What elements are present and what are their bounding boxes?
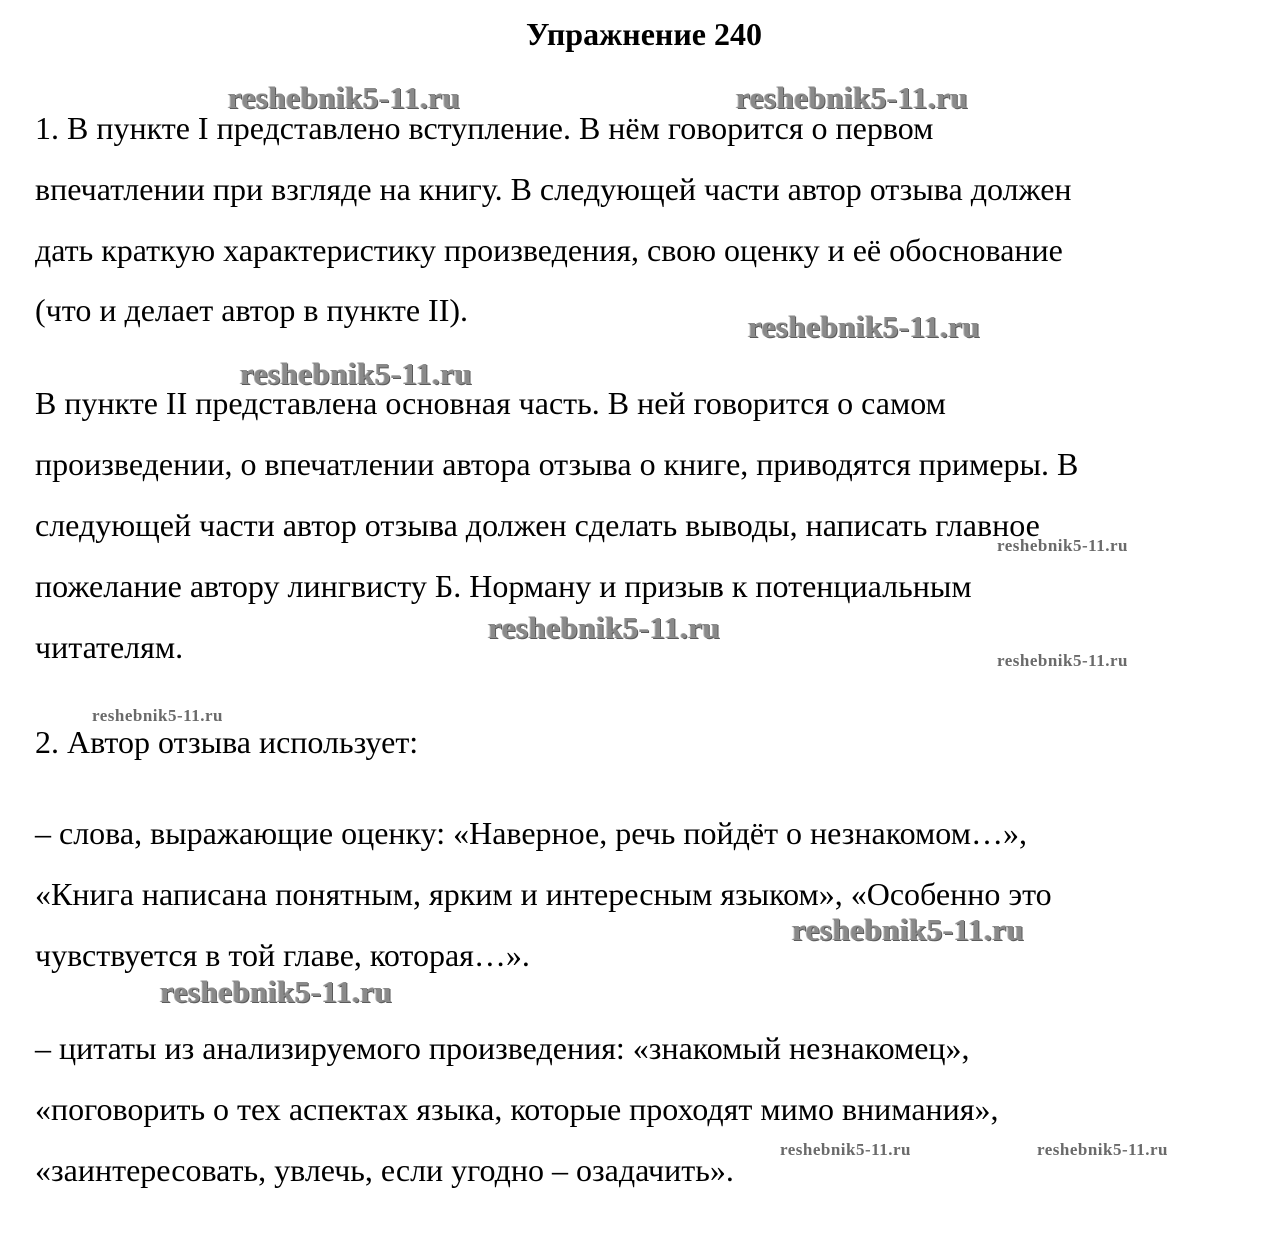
watermark: reshebnik5-11.ru (160, 974, 393, 1009)
paragraph-5-line-3: «заинтересовать, увлечь, если угодно – озадачить». (35, 1152, 734, 1188)
exercise-title: Упражнение 240 (525, 16, 762, 52)
watermark: reshebnik5-11.ru (792, 912, 1025, 947)
paragraph-1-line-2: впечатлении при взгляде на книгу. В следующей части автор отзыва должен (35, 171, 1072, 207)
watermark: reshebnik5-11.ru (997, 651, 1128, 670)
paragraph-1-line-3: дать краткую характеристику произведения, свою оценку и её обоснование (35, 232, 1063, 268)
watermark: reshebnik5-11.ru (1037, 1140, 1168, 1159)
paragraph-2-line-2: произведении, о впечатлении автора отзыва о книге, приводятся примеры. В (35, 446, 1079, 482)
paragraph-2-line-5: читателям. (35, 629, 184, 665)
paragraph-1-line-1: 1. В пункте I представлено вступление. В нём говорится о первом (35, 110, 934, 146)
watermark: reshebnik5-11.ru (780, 1140, 911, 1159)
watermark: reshebnik5-11.ru (997, 536, 1128, 555)
paragraph-4-line-3: чувствуется в той главе, которая…». (35, 937, 530, 973)
watermark: reshebnik5-11.ru (736, 80, 969, 115)
paragraph-4-line-1: – слова, выражающие оценку: «Наверное, речь пойдёт о незнакомом…», (35, 815, 1027, 851)
watermark: reshebnik5-11.ru (92, 706, 223, 725)
paragraph-2-line-3: следующей части автор отзыва должен сделать выводы, написать главное (35, 507, 1040, 543)
watermark: reshebnik5-11.ru (228, 80, 461, 115)
watermark: reshebnik5-11.ru (240, 356, 473, 391)
paragraph-4-line-2: «Книга написана понятным, ярким и интересным языком», «Особенно это (35, 876, 1052, 912)
watermark: reshebnik5-11.ru (748, 309, 981, 344)
watermark: reshebnik5-11.ru (488, 610, 721, 645)
paragraph-2-line-1: В пункте II представлена основная часть. В ней говорится о самом (35, 385, 946, 421)
paragraph-3-line-1: 2. Автор отзыва использует: (35, 724, 419, 760)
paragraph-5-line-1: – цитаты из анализируемого произведения: «знакомый незнакомец», (35, 1030, 970, 1066)
paragraph-1-line-4: (что и делает автор в пункте II). (35, 292, 468, 328)
paragraph-5-line-2: «поговорить о тех аспектах языка, которые проходят мимо внимания», (35, 1091, 999, 1127)
paragraph-2-line-4: пожелание автору лингвисту Б. Норману и призыв к потенциальным (35, 568, 972, 604)
